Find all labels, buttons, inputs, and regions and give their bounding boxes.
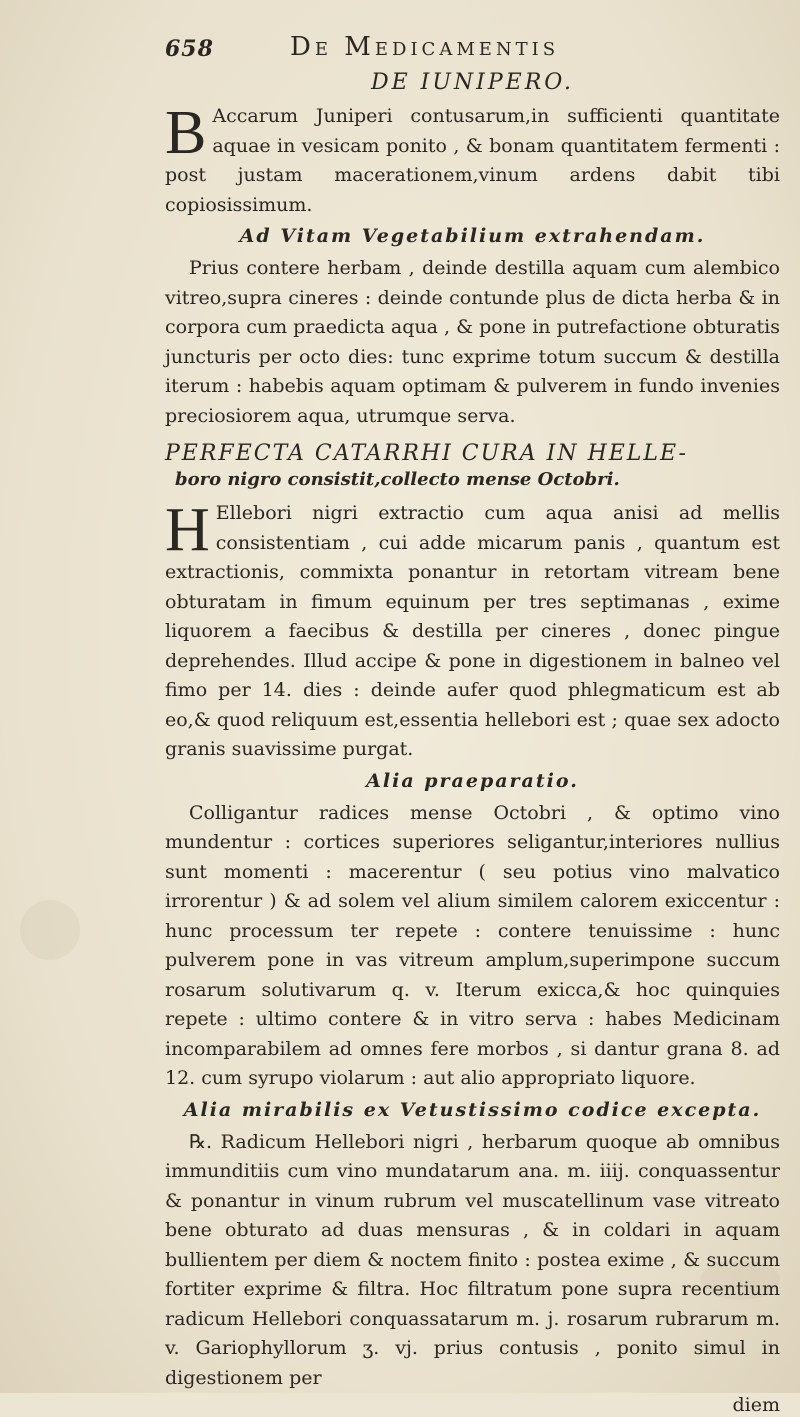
section-subtitle-vitam: Ad Vitam Vegetabilium extrahendam. bbox=[239, 225, 706, 247]
section-title-juniper: DE IUNIPERO. bbox=[370, 70, 575, 95]
page-number: 658 bbox=[165, 36, 214, 62]
drop-cap: B bbox=[165, 99, 207, 167]
running-head: De Medicamentis bbox=[290, 32, 560, 62]
paragraph-juniper-2: Prius contere herbam , deinde destilla aquam cum alembico vitreo,supra cineres : deinde contunde plus de dicta herba & in corpora cum praedicta aqua , & pone in putrefactione obturatis juncturis per octo dies: tunc exprime totum succum & destilla iterum : habebis aquam optimam & pulverem in fundo invenies preciosiorem aqua, utrumque serva. bbox=[165, 257, 780, 427]
section-subtitle-alia-mirabilis: Alia mirabilis ex Vetustissimo codice excepta. bbox=[183, 1098, 762, 1121]
section-subtitle-alia-praeparatio: Alia praeparatio. bbox=[366, 769, 579, 792]
catchword: diem bbox=[732, 1394, 780, 1416]
drop-cap: H bbox=[165, 496, 210, 564]
paragraph-catarrh-1 bbox=[165, 496, 780, 765]
section-subtitle-catarrh: boro nigro consistit,collecto mense Octobri. bbox=[175, 469, 620, 490]
paper-stain bbox=[20, 900, 80, 960]
section-title-catarrh: PERFECTA CATARRHI CURA IN HELLE- bbox=[165, 441, 688, 466]
paragraph-text: Accarum Juniperi contusarum,in sufficienti quantitate aquae in vesicam ponito , & bonam quantitatem fermenti : post justam macerationem,vinum ardens dabit tibi copiosissimum. bbox=[165, 105, 780, 216]
paragraph-catarrh-2: Colligantur radices mense Octobri , & optimo vino mundentur : cortices superiores seligantur,interiores nullius sunt momenti : macerentur ( seu potius vino malvatico irrorentur ) & ad solem vel alium similem calorem exiccentur : hunc processum ter repete : contere tenuissime : hunc pulverem pone in vas vitreum amplum,superimpone succum rosarum solutivarum q. v. Iterum exicca,& hoc quinquies repete : ultimo contere & in vitro serva : habes Medicinam incomparabilem ad omnes fere morbos , si dantur grana 8. ad 12. cum syrupo violarum : aut alio appropriato liquore. bbox=[165, 801, 780, 1089]
page-text bbox=[165, 68, 780, 1417]
paragraph-text: Ellebori nigri extractio cum aqua anisi ad mellis consistentiam , cui adde micarum panis , quantum est extractionis, commixta ponantur in retortam vitream bene obturatam in fimum equinum per tres septimanas , exime liquorem a faecibus & destilla per cineres , donec pingue deprehendes. Illud accipe & pone in digestionem in balneo vel fimo per 14. dies : deinde aufer quod phlegmaticum est ab eo,& quod reliquum est,essentia hellebori est ; quae sex adocto granis suavissime purgat. bbox=[165, 502, 780, 760]
page-header bbox=[0, 24, 800, 68]
paragraph-juniper-1 bbox=[165, 99, 780, 220]
paragraph-catarrh-3: ℞. Radicum Hellebori nigri , herbarum quoque ab omnibus immunditiis cum vino mundatarum ana. m. iiij. conquassentur & ponantur in vinum rubrum vel muscatellinum vase vitreato bene obturato ad duas mensuras , & in coldari in aquam bullientem per diem & noctem finito : postea exime , & succum fortiter exprime & filtra. Hoc filtratum pone supra recentium radicum Hellebori conquassatarum m. j. rosarum rubrarum m. v. Gariophyllorum ʒ. vj. prius contusis , ponito simul in digestionem per bbox=[165, 1130, 780, 1389]
